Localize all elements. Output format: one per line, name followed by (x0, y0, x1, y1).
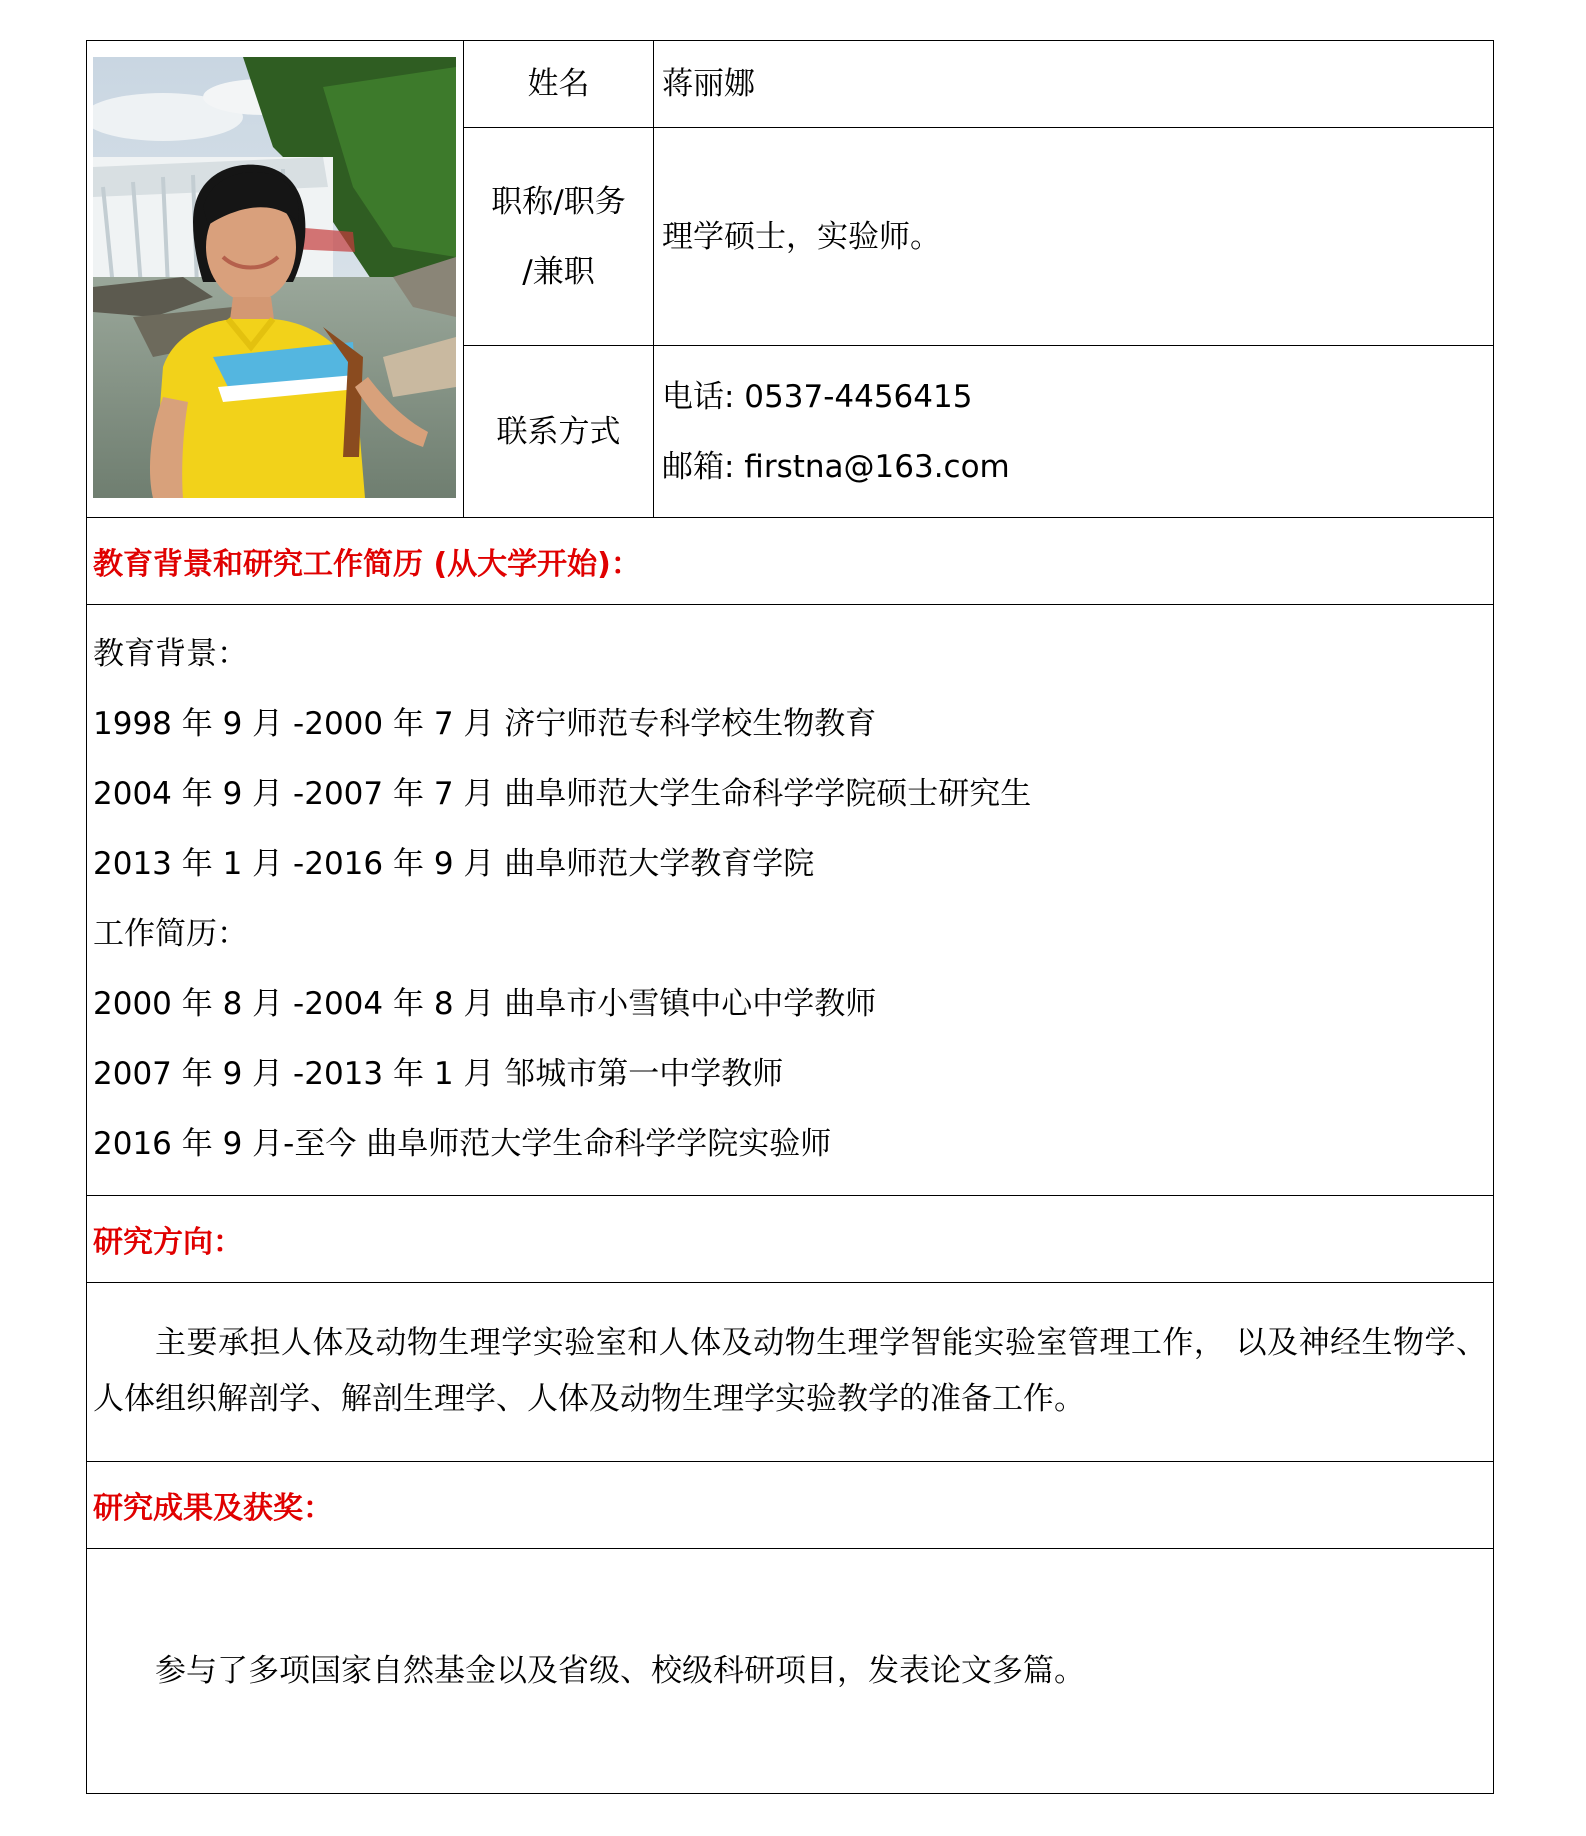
work-item: 2016 年 9 月-至今 曲阜师范大学生命科学学院实验师 (93, 1126, 832, 1162)
work-heading: 工作简历： (93, 916, 248, 952)
achievements-body (87, 1549, 1494, 1794)
profile-photo (93, 57, 456, 498)
phone-text: 电话: 0537-4456415 (662, 378, 973, 415)
title-label-line2: /兼职 (522, 253, 595, 290)
education-item: 1998 年 9 月 -2000 年 7 月 济宁师范专科学校生物教育 (93, 706, 877, 742)
photo-cell (87, 41, 464, 518)
email-text: 邮箱: firstna@163.com (662, 448, 1010, 485)
work-item: 2007 年 9 月 -2013 年 1 月 邹城市第一中学教师 (93, 1056, 784, 1092)
research-direction-body (87, 1283, 1494, 1462)
education-item: 2004 年 9 月 -2007 年 7 月 曲阜师范大学生命科学学院硕士研究生 (93, 776, 1032, 812)
education-heading: 教育背景： (93, 636, 248, 672)
contact-label: 联系方式 (464, 346, 654, 518)
work-item: 2000 年 8 月 -2004 年 8 月 曲阜市小雪镇中心中学教师 (93, 986, 877, 1022)
education-item: 2013 年 1 月 -2016 年 9 月 曲阜师范大学教育学院 (93, 846, 815, 882)
research-direction-heading: 研究方向： (87, 1196, 1494, 1283)
education-section-body (87, 605, 1494, 1196)
education-section-heading: 教育背景和研究工作简历 (从大学开始)： (87, 518, 1494, 605)
achievements-heading: 研究成果及获奖： (87, 1462, 1494, 1549)
name-value: 蒋丽娜 (654, 41, 1494, 128)
research-direction-text: 主要承担人体及动物生理学实验室和人体及动物生理学智能实验室管理工作， 以及神经生物学、人体组织解剖学、解剖生理学、人体及动物生理学实验教学的准备工作。 (93, 1325, 1487, 1417)
resume-table (86, 40, 1494, 1794)
title-value: 理学硕士，实验师。 (654, 127, 1494, 345)
title-label (464, 127, 654, 345)
contact-value (654, 346, 1494, 518)
title-label-line1: 职称/职务 (491, 183, 626, 220)
name-label: 姓名 (464, 41, 654, 128)
profile-photo-image (93, 57, 456, 498)
achievements-text: 参与了多项国家自然基金以及省级、校级科研项目，发表论文多篇。 (155, 1653, 1085, 1689)
